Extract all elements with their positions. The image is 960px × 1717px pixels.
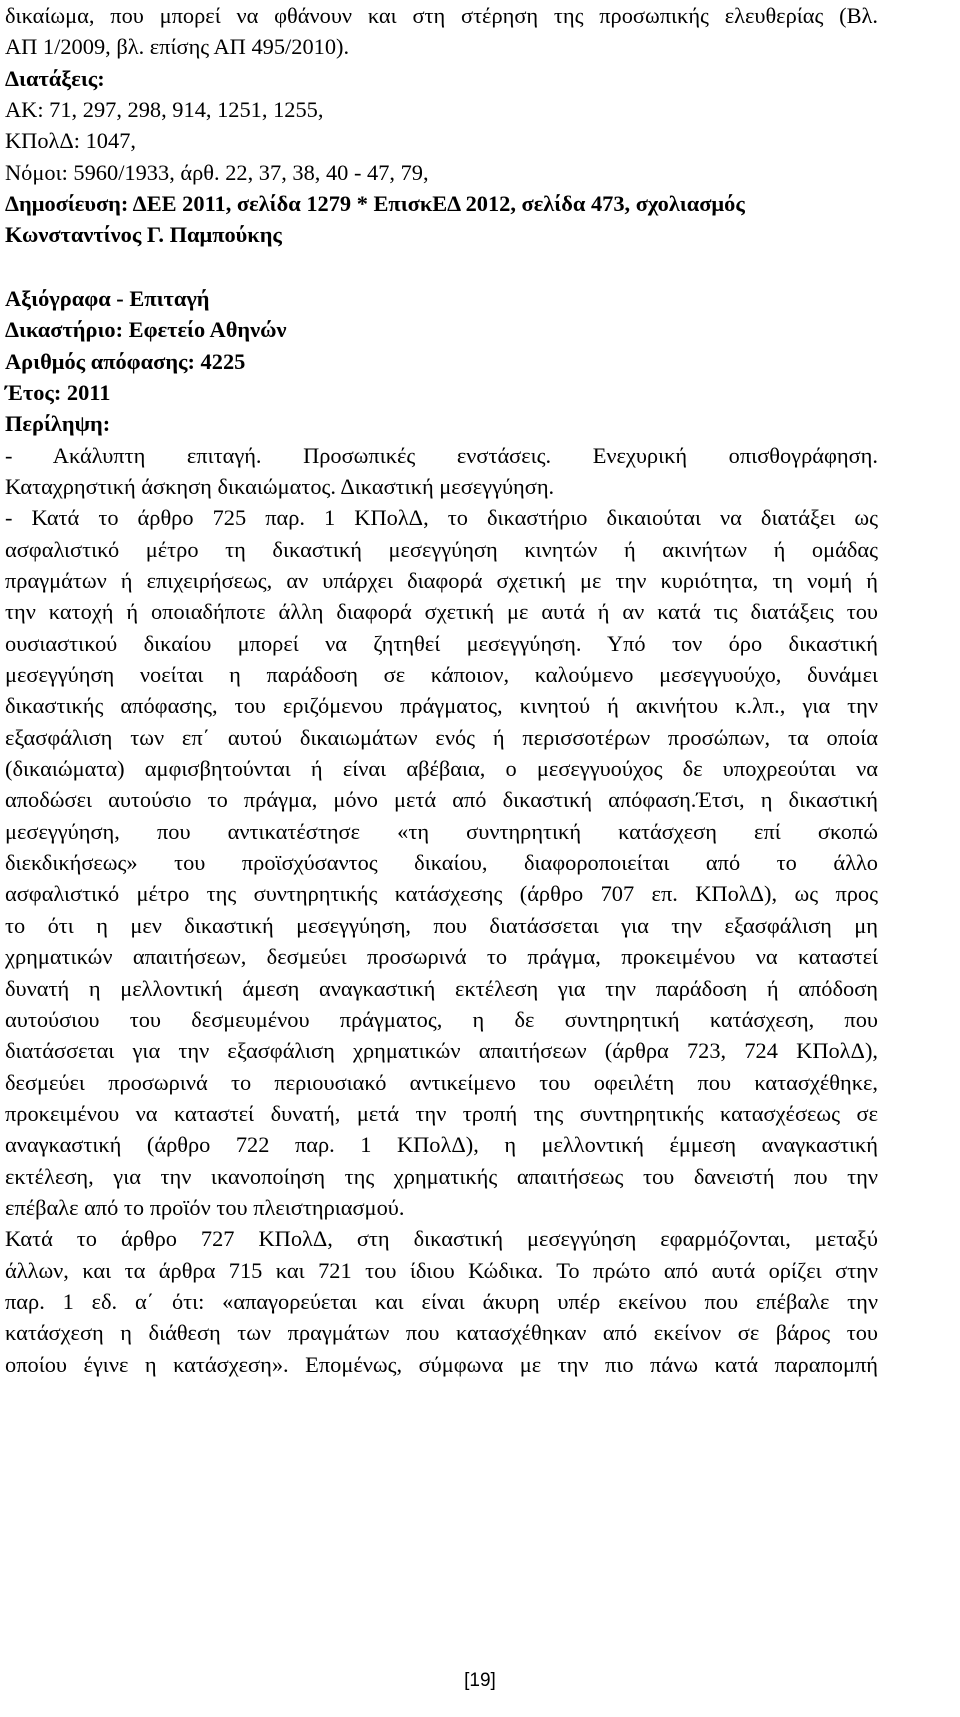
summary-line: ασφαλιστικό μέτρο τη δικαστική μεσεγγύηση κινητών ή ακινήτων ή ομάδας (5, 536, 878, 562)
decision-value: 4225 (194, 348, 246, 374)
summary-line: το ότι η μεν δικαστική μεσεγγύηση, που διατάσσεται για την εξασφάλιση μη (5, 912, 878, 938)
court-line (5, 314, 878, 345)
intro-line: ΑΠ 1/2009, βλ. επίσης ΑΠ 495/2010). (5, 34, 350, 60)
summary-line: προκειμένου να καταστεί δυνατή, μετά την τροπή της συντηρητικής κατασχέσεως σε (5, 1100, 878, 1126)
summary-line: εξασφάλιση των επ΄ αυτού δικαιωμάτων ενός ή περισσοτέρων προσώπων, τα οποία (5, 724, 878, 750)
summary-line: (δικαιώματα) αμφισβητούνται ή είναι αβέβαια, ο μεσεγγυούχος δε υποχρεούται να (5, 756, 878, 782)
provisions-label: Διατάξεις: (5, 65, 105, 91)
summary-line: κατάσχεση η διάθεση των πραγμάτων που κατασχέθηκαν από εκείνον σε βάρος του (5, 1320, 878, 1346)
summary-line: - Κατά το άρθρο 725 παρ. 1 ΚΠολΔ, το δικαστήριο δικαιούται να διατάξει ως (5, 505, 878, 531)
publication-text: ΔΕΕ 2011, σελίδα 1279 * ΕπισκΕΔ 2012, σελίδα 473, σχολιασμός (128, 191, 745, 217)
court-value: Εφετείο Αθηνών (123, 317, 287, 343)
summary-line: χρηματικών απαιτήσεων, δεσμεύει προσωρινά το πράγμα, προκειμένου να καταστεί (5, 944, 878, 970)
summary-line: αυτούσιου του δεσμευμένου πράγματος, η δε συντηρητική κατάσχεση, που (5, 1006, 878, 1032)
page-number: [19] (464, 1670, 496, 1691)
summary-line: δικαστικής απόφασης, του εριζόμενου πράγματος, κινητού ή ακινήτου κ.λπ., για την (5, 693, 878, 719)
summary-line: την κατοχή ή οποιαδήποτε άλλη διαφορά σχετική με αυτά ή αν κατά τις διατάξεις του (5, 599, 878, 625)
year-line (5, 377, 878, 408)
summary-line: διατάσσεται για την εξασφάλιση χρηματικών απαιτήσεων (άρθρα 723, 724 ΚΠολΔ), (5, 1038, 878, 1064)
summary-line: παρ. 1 εδ. α΄ ότι: «απαγορεύεται και είναι άκυρη υπέρ εκείνου που επέβαλε την (5, 1288, 878, 1314)
summary-line: άλλων, και τα άρθρα 715 και 721 του ίδιου Κώδικα. Το πρώτο από αυτά ορίζει στην (5, 1257, 878, 1283)
provisions-line: ΑΚ: 71, 297, 298, 914, 1251, 1255, (5, 97, 324, 123)
summary-line: Καταχρηστική άσκηση δικαιώματος. Δικαστική μεσεγγύηση. (5, 474, 555, 499)
summary-line: πραγμάτων ή επιχειρήσεως, αν υπάρχει διαφορά σχετική με την κυριότητα, τη νομή ή (5, 568, 878, 594)
summary-line: μεσεγγύηση, που αντικατέστησε «τη συντηρητική κατάσχεση επί σκοπώ (5, 818, 878, 844)
summary-line: αποδώσει αυτούσιο το πράγμα, μόνο μετά από δικαστική απόφαση.Έτσι, η δικαστική (5, 787, 878, 813)
publication-label: Δημοσίευση: (5, 191, 129, 217)
provisions-line: ΚΠολΔ: 1047, (5, 128, 136, 154)
summary-line: Κατά το άρθρο 727 ΚΠολΔ, στη δικαστική μεσεγγύηση εφαρμόζονται, μεταξύ (5, 1226, 878, 1252)
publication-annotator: Κωνσταντίνος Γ. Παμπούκης (5, 222, 282, 248)
court-label: Δικαστήριο: (5, 317, 124, 343)
summary-line: εκτέλεση, για την ικανοποίηση της χρηματικής απαιτήσεως του δανειστή που την (5, 1163, 878, 1189)
summary-line: ουσιαστικού δικαίου μπορεί να ζητηθεί μεσεγγύηση. Υπό τον όρο δικαστική (5, 630, 878, 656)
year-value: 2011 (61, 379, 111, 405)
summary-line: δεσμεύει προσωρινά το περιουσιακό αντικείμενο του οφειλέτη που κατασχέθηκε, (5, 1069, 878, 1095)
case-title: Αξιόγραφα - Επιταγή (5, 285, 210, 311)
decision-line (5, 346, 878, 377)
summary-line: μεσεγγύηση νοείται η παράδοση σε κάποιον, καλούμενο μεσεγγυούχο, δυνάμει (5, 662, 878, 688)
summary-body (5, 440, 878, 1380)
summary-line: αναγκαστική (άρθρο 722 παρ. 1 ΚΠολΔ), η μελλοντική έμμεση αναγκαστική (5, 1132, 878, 1158)
document-page (5, 0, 878, 1380)
decision-label: Αριθμός απόφασης: (5, 348, 195, 374)
summary-line: οποίου έγινε η κατάσχεση». Επομένως, σύμφωνα με την πιο πάνω κατά παραπομπή (5, 1351, 878, 1377)
section-spacer (5, 251, 878, 283)
provisions-line: Νόμοι: 5960/1933, άρθ. 22, 37, 38, 40 - 47, 79, (5, 159, 429, 185)
summary-line: ασφαλιστικό μέτρο της συντηρητικής κατάσχεσης (άρθρο 707 επ. ΚΠολΔ), ως προς (5, 881, 878, 907)
summary-label: Περίληψη: (5, 411, 111, 437)
summary-line: δυνατή η μελλοντική άμεση αναγκαστική εκτέλεση για την παράδοση ή απόδοση (5, 975, 878, 1001)
intro-line: δικαίωμα, που μπορεί να φθάνουν και στη στέρηση της προσωπικής ελευθερίας (Βλ. (5, 3, 878, 28)
summary-line: διεκδικήσεως» του προϊσχύσαντος δικαίου, διαφοροποιείται από το άλλο (5, 850, 878, 876)
summary-line: - Ακάλυπτη επιταγή. Προσωπικές ενστάσεις. Ενεχυρική οπισθογράφηση. (5, 442, 878, 468)
summary-line: επέβαλε από το προϊόν του πλειστηριασμού. (5, 1194, 405, 1220)
publication-line (5, 188, 878, 219)
year-label: Έτος: (5, 379, 62, 405)
